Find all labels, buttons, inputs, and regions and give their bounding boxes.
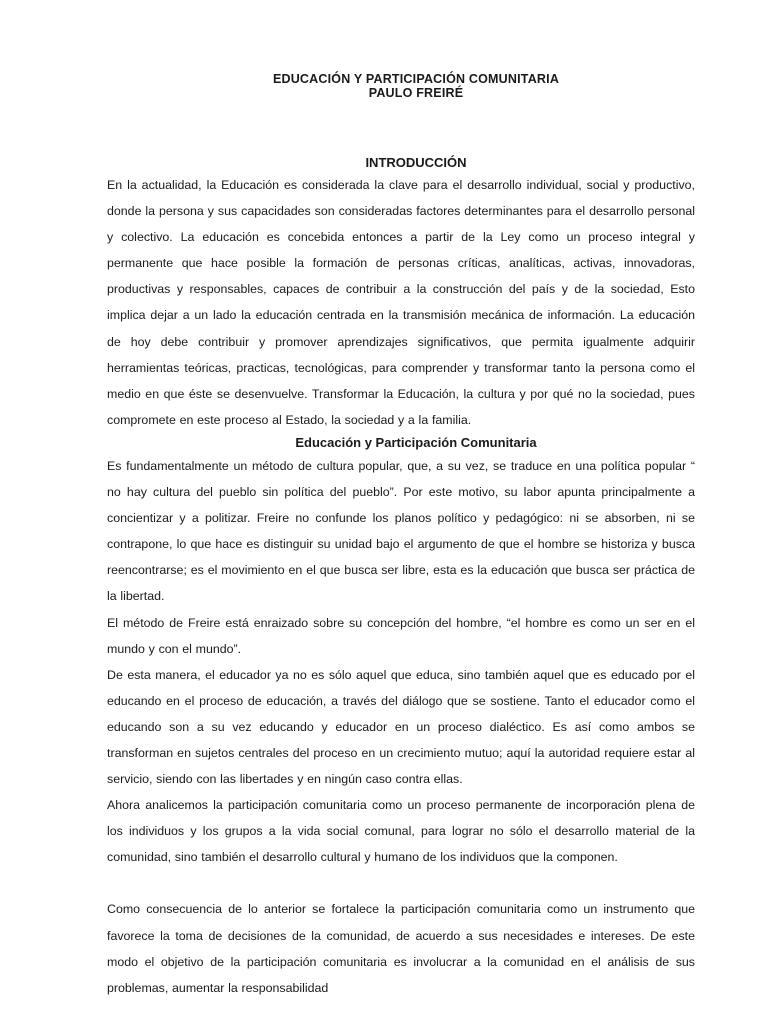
- heading-introduction: INTRODUCCIÓN: [365, 155, 467, 170]
- title-line-1: EDUCACIÓN Y PARTICIPACIÓN COMUNITARIA: [272, 72, 560, 86]
- heading-education-participation: Educación y Participación Comunitaria: [295, 434, 537, 450]
- document-title: [137, 72, 695, 100]
- paragraph-gap: [107, 870, 695, 896]
- closing-paragraph: Como consecuencia de lo anterior se fortalece la participación comunitaria como un instrumento que favorece la toma de decisiones de la comunidad, de acuerdo a sus necesidades e intereses. De este modo el objetivo de la participación comunitaria es involucrar a la comunidad en el análisis de sus problemas, aumentar la responsabilidad: [107, 902, 695, 995]
- title-line-2: PAULO FREIRÉ: [368, 86, 464, 100]
- body-paragraph-4: Ahora analicemos la participación comunitaria como un proceso permanente de incorporación plena de los individuos y los grupos a la vida social comunal, para lograr no sólo el desarrollo material de la comunidad, sino también el desarrollo cultural y humano de los individuos que la componen.: [107, 798, 695, 865]
- body-paragraph-3: De esta manera, el educador ya no es sólo aquel que educa, sino también aquel que es educado por el educando en el proceso de educación, a través del diálogo que se sostiene. Tanto el educador como el educando son a su vez educando y educador en un proceso dialéctico. Es así como ambos se transforman en sujetos centrales del proceso en un crecimiento mutuo; aquí la autoridad requiere estar al servicio, siendo con las libertades y en ningún caso contra ellas.: [107, 667, 695, 787]
- body-paragraph-2: El método de Freire está enraizado sobre su concepción del hombre, “el hombre es como un ser en el mundo y con el mundo”.: [107, 615, 695, 656]
- body-paragraph-1: Es fundamentalmente un método de cultura popular, que, a su vez, se traduce en una política popular “ no hay cultura del pueblo sin política del pueblo”. Por este motivo, su labor apunta principalmente a concientizar y a politizar. Freire no confunde los planos político y pedagógico: ni se absorben, ni se contrapone, lo que hace es distinguir su unidad bajo el argumento de que el hombre se historiza y busca reencontrarse; es el movimiento en el que busca ser libre, esta es la educación que busca ser práctica de la libertad.: [107, 458, 695, 604]
- intro-paragraph: En la actualidad, la Educación es considerada la clave para el desarrollo individual, social y productivo, donde la persona y sus capacidades son consideradas factores determinantes para el desarrollo personal y colectivo. La educación es concebida entonces a partir de la Ley como un proceso integral y permanente que hace posible la formación de personas críticas, analíticas, activas, innovadoras, productivas y responsables, capaces de contribuir a la construcción del país y de la sociedad, Esto implica dejar a un lado la educación centrada en la transmisión mecánica de información. La educación de hoy debe contribuir y promover aprendizajes significativos, que permita igualmente adquirir herramientas teóricas, practicas, tecnológicas, para comprender y transformar tanto la persona como el medio en que éste se desenvuelve. Transformar la Educación, la cultura y por qué no la sociedad, pues compromete en este proceso al Estado, la sociedad y a la familia.: [107, 178, 695, 427]
